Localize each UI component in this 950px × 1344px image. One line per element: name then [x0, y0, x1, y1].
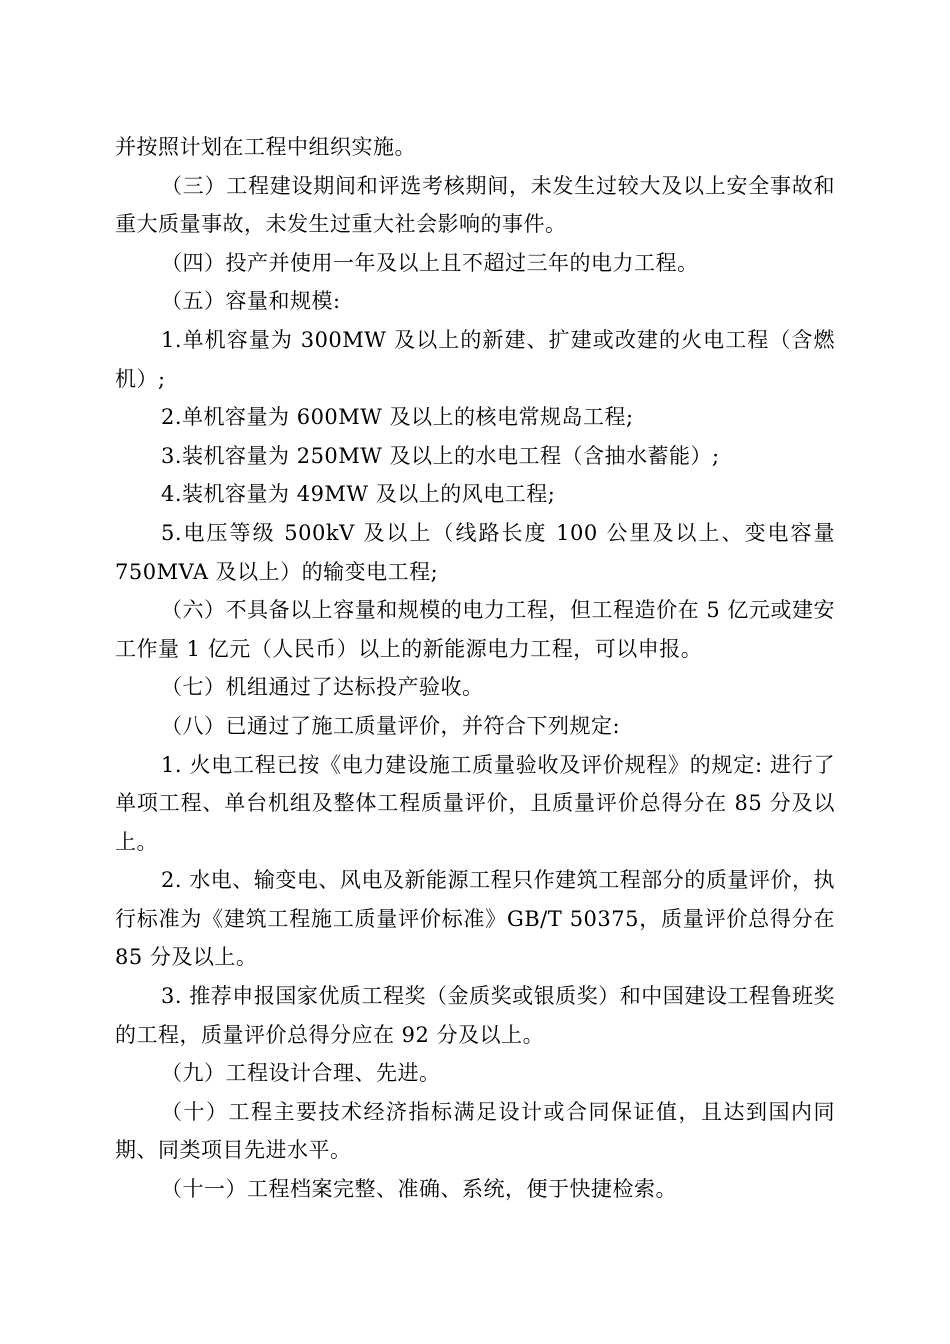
paragraph-subitem-8-3: 3. 推荐申报国家优质工程奖（金质奖或银质奖）和中国建设工程鲁班奖的工程，质量评价总得分应在 92 分及以上。	[115, 984, 835, 1047]
paragraph-item-7: （七）机组通过了达标投产验收。	[161, 675, 484, 700]
paragraph-subitem-5-4: 4.装机容量为 49MW 及以上的风电工程;	[161, 482, 556, 507]
paragraph-subitem-5-3: 3.装机容量为 250MW 及以上的水电工程（含抽水蓄能）;	[161, 443, 720, 468]
paragraph-subitem-5-2: 2.单机容量为 600MW 及以上的核电常规岛工程;	[161, 405, 634, 430]
paragraph-item-9: （九）工程设计合理、先进。	[161, 1061, 441, 1086]
paragraph-item-6: （六）不具备以上容量和规模的电力工程，但工程造价在 5 亿元或建安工作量 1 亿元（人民币）以上的新能源电力工程，可以申报。	[115, 598, 835, 661]
paragraph-continuation: 并按照计划在工程中组织实施。	[115, 135, 416, 159]
paragraph-item-8: （八）已通过了施工质量评价，并符合下列规定:	[161, 713, 621, 738]
paragraph-subitem-8-2: 2. 水电、输变电、风电及新能源工程只作建筑工程部分的质量评价，执行标准为《建筑工程施工质量评价标准》GB/T 50375，质量评价总得分在 85 分及以上。	[115, 868, 835, 970]
paragraph-item-4: （四）投产并使用一年及以上且不超过三年的电力工程。	[161, 250, 699, 275]
paragraph-item-10: （十）工程主要技术经济指标满足设计或合同保证值，且达到国内同期、同类项目先进水平。	[115, 1099, 835, 1163]
paragraph-subitem-5-5: 5.电压等级 500kV 及以上（线路长度 100 公里及以上、变电容量750MVA 及以上）的输变电工程;	[115, 520, 835, 584]
paragraph-item-3: （三）工程建设期间和评选考核期间，未发生过较大及以上安全事故和重大质量事故，未发生过重大社会影响的事件。	[115, 173, 835, 237]
paragraph-item-5: （五）容量和规模:	[161, 289, 341, 314]
paragraph-subitem-8-1: 1. 火电工程已按《电力建设施工质量验收及评价规程》的规定: 进行了单项工程、单台机组及整体工程质量评价，且质量评价总得分在 85 分及以上。	[115, 752, 835, 854]
paragraph-subitem-5-1: 1.单机容量为 300MW 及以上的新建、扩建或改建的火电工程（含燃机）;	[115, 327, 835, 391]
document-body	[115, 128, 835, 1209]
paragraph-item-11: （十一）工程档案完整、准确、系统，便于快捷检索。	[161, 1177, 677, 1202]
